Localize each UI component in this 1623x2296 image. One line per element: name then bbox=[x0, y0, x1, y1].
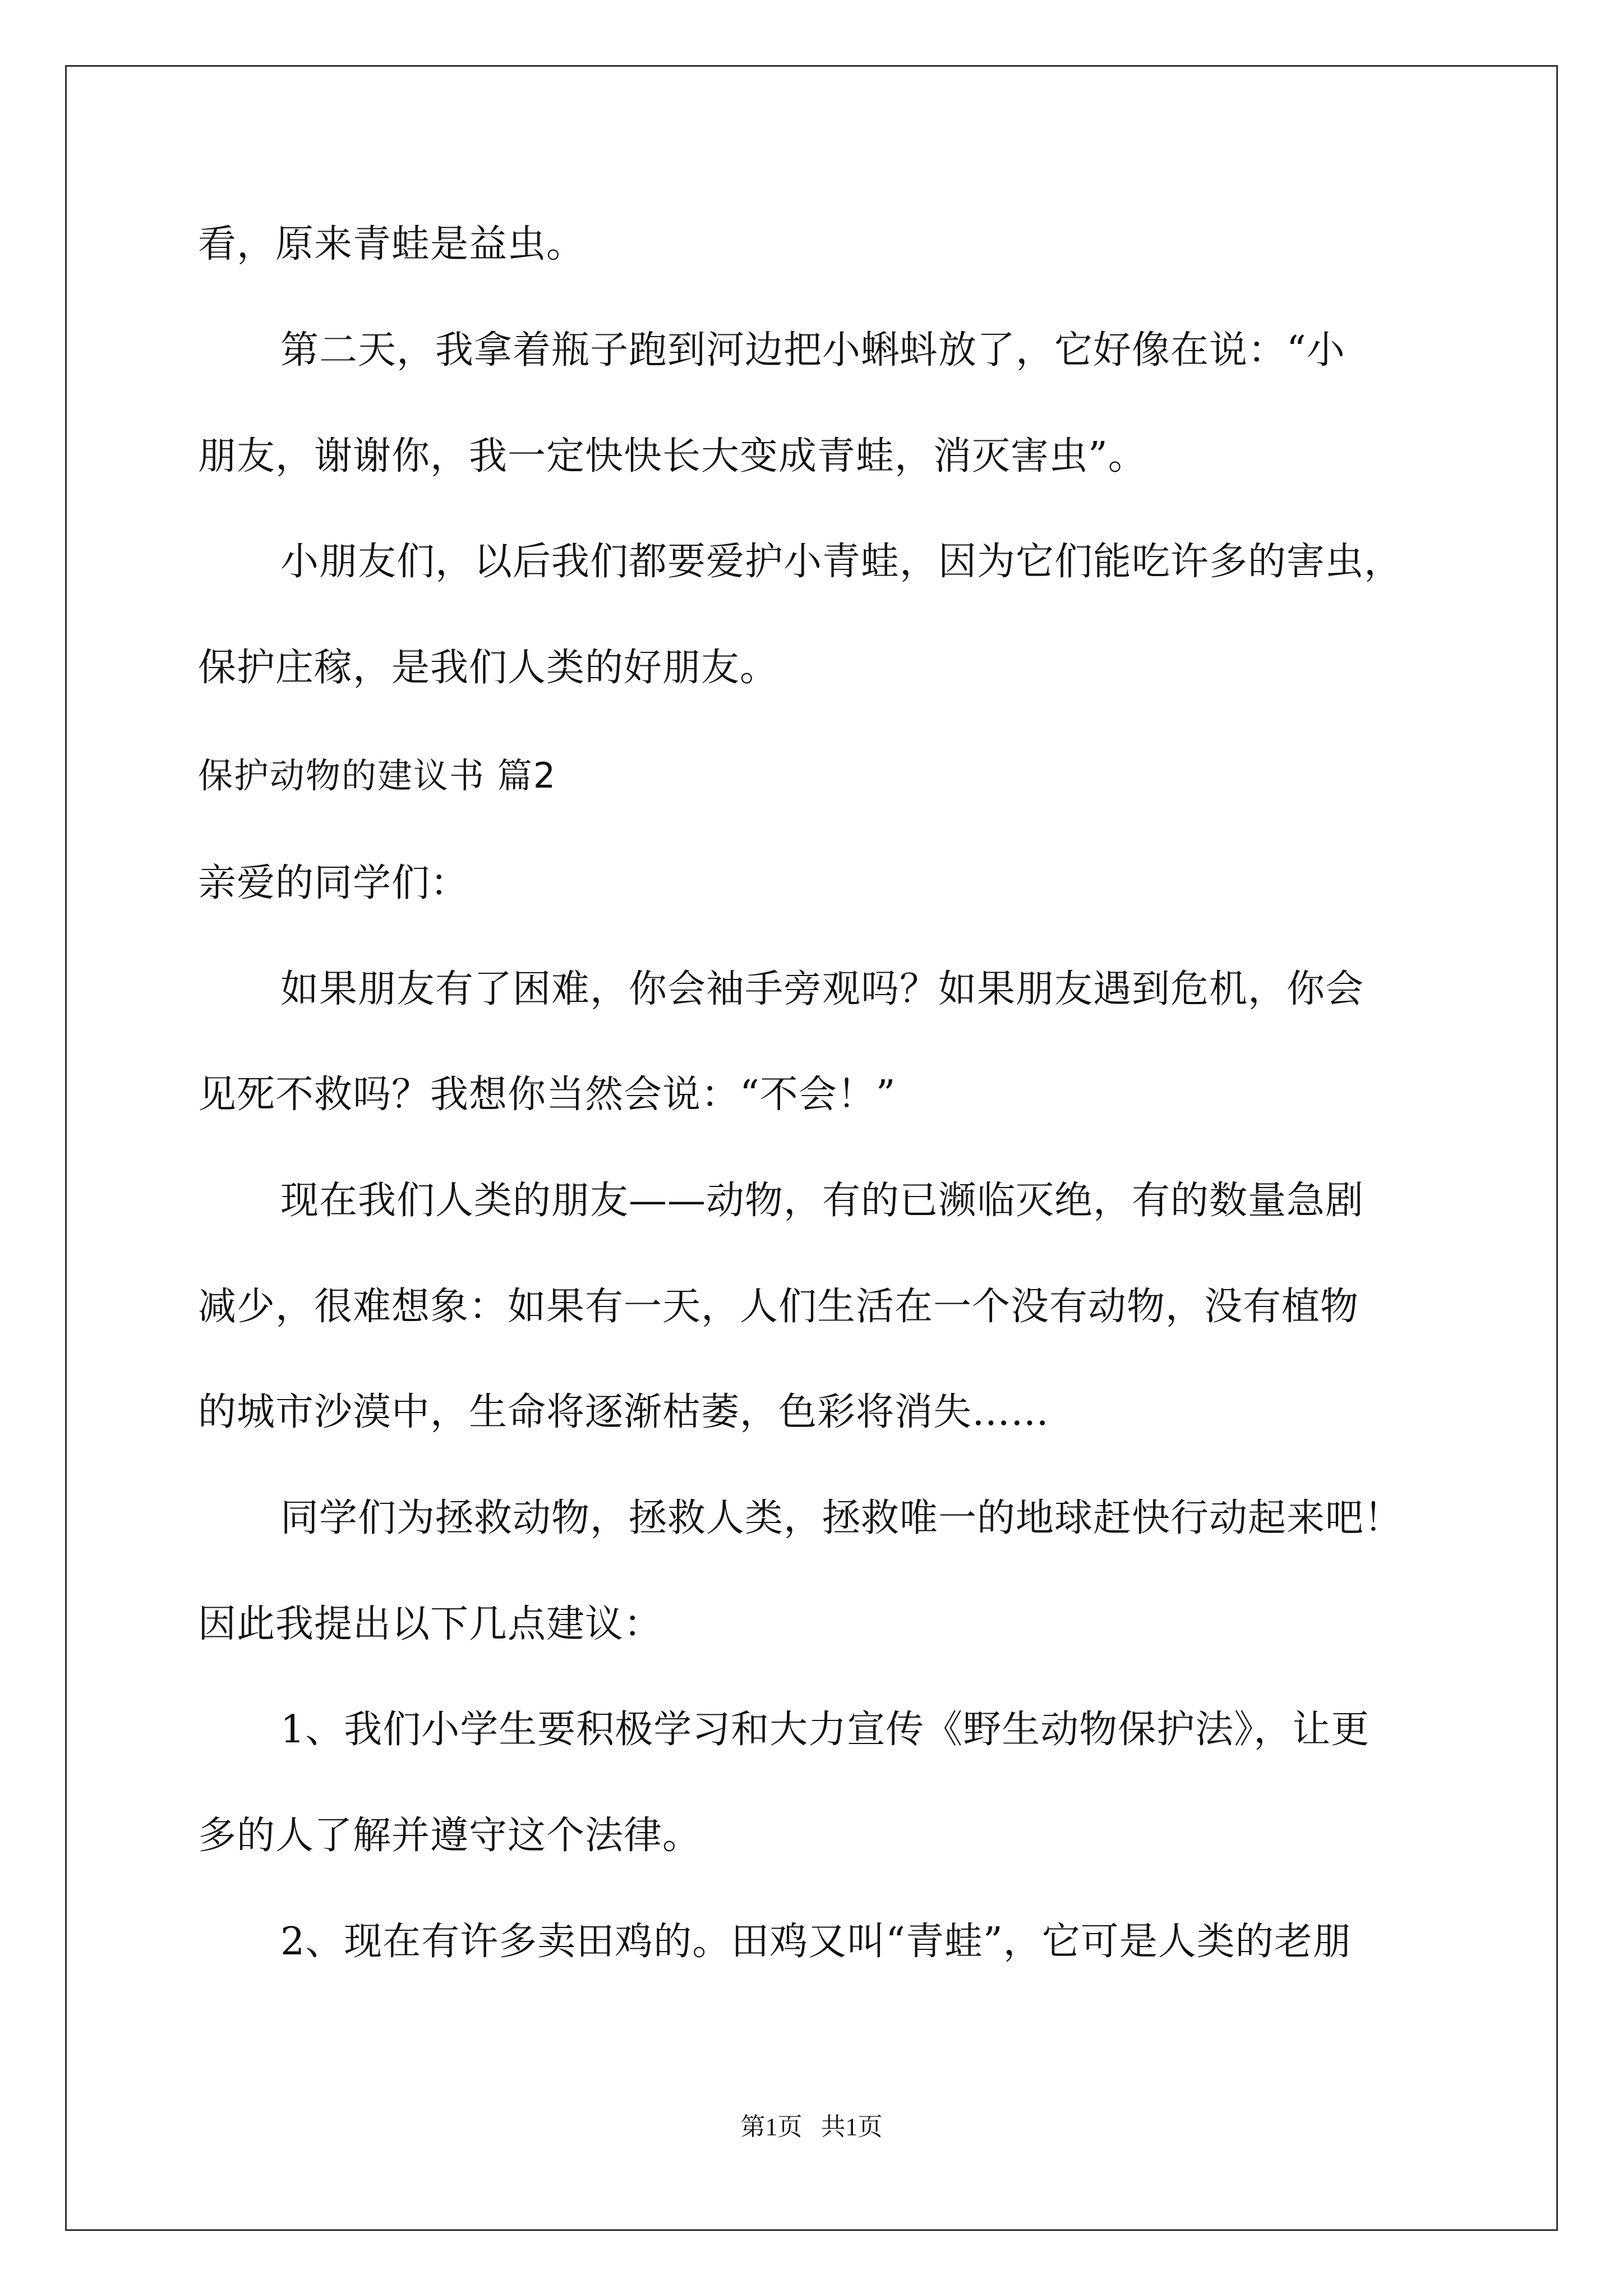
text-line: 看，原来青蛙是益虫。 bbox=[198, 222, 585, 266]
text-line: 的城市沙漠中，生命将逐渐枯萎，色彩将消失…… bbox=[198, 1390, 1050, 1434]
salutation: 亲爱的同学们： bbox=[198, 861, 469, 905]
text-line: 朋友，谢谢你，我一定快快长大变成青蛙，消灭害虫”。 bbox=[198, 434, 1147, 478]
text-line: 保护庄稼，是我们人类的好朋友。 bbox=[198, 646, 779, 690]
text-line: 如果朋友有了困难，你会袖手旁观吗？如果朋友遇到危机，你会 bbox=[280, 967, 1364, 1011]
section-heading: 保护动物的建议书 篇2 bbox=[198, 755, 557, 796]
list-item-2: 2、现在有许多卖田鸡的。田鸡又叫“青蛙”，它可是人类的老朋 bbox=[280, 1920, 1352, 1964]
page-footer: 第1页 共1页 bbox=[740, 2113, 883, 2141]
text-line: 小朋友们，以后我们都要爱护小青蛙，因为它们能吃许多的害虫， bbox=[280, 540, 1403, 584]
text-line: 见死不救吗？我想你当然会说：“不会！” bbox=[198, 1073, 896, 1117]
list-item-1: 1、我们小学生要积极学习和大力宣传《野生动物保护法》，让更 bbox=[280, 1708, 1370, 1752]
text-line: 减少，很难想象：如果有一天，人们生活在一个没有动物，没有植物 bbox=[198, 1285, 1359, 1329]
text-line: 现在我们人类的朋友——动物，有的已濒临灭绝，有的数量急剧 bbox=[280, 1179, 1364, 1223]
text-line: 多的人了解并遵守这个法律。 bbox=[198, 1814, 702, 1858]
text-line: 第二天，我拿着瓶子跑到河边把小蝌蚪放了，它好像在说：“小 bbox=[280, 328, 1345, 372]
text-line: 因此我提出以下几点建议： bbox=[198, 1602, 663, 1646]
text-line: 同学们为拯救动物，拯救人类，拯救唯一的地球赶快行动起来吧！ bbox=[280, 1496, 1403, 1540]
page-border bbox=[65, 65, 1558, 2231]
